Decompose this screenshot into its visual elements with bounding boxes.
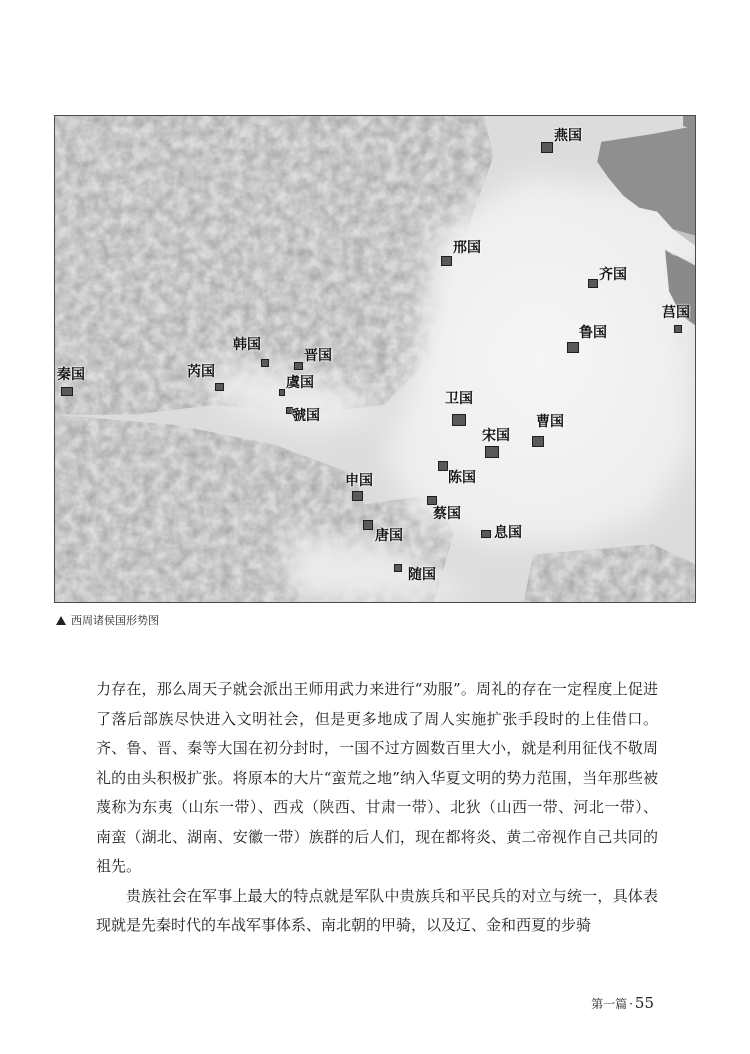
state-chen — [443, 466, 476, 486]
state-marker — [674, 325, 682, 333]
state-marker — [452, 414, 466, 426]
state-qin — [57, 367, 85, 392]
state-label: 芮国 — [187, 364, 215, 380]
state-marker — [279, 389, 285, 396]
state-marker — [438, 461, 448, 471]
state-label: 随国 — [408, 567, 436, 583]
state-marker — [294, 362, 303, 370]
state-marker — [61, 387, 73, 396]
state-marker — [485, 446, 499, 458]
state-sui — [398, 567, 436, 583]
state-label: 唐国 — [375, 528, 403, 544]
state-label: 鲁国 — [579, 325, 607, 341]
state-song — [482, 428, 510, 453]
state-marker — [567, 342, 579, 353]
paragraph: 贵族社会在军事上最大的特点就是军队中贵族兵和平民兵的对立与统一，具体表现就是先秦时代的车战军事体系、南北朝的甲骑，以及辽、金和西夏的步骑 — [96, 886, 658, 934]
body-text — [96, 675, 658, 941]
state-label: 虞国 — [286, 375, 314, 391]
state-label: 曹国 — [536, 414, 564, 430]
state-label: 燕国 — [554, 128, 582, 144]
state-marker — [363, 520, 373, 530]
state-marker — [261, 359, 269, 367]
state-cao — [536, 414, 564, 442]
triangle-icon — [56, 616, 66, 625]
state-yan — [547, 128, 582, 149]
state-cai — [432, 500, 461, 522]
state-lu — [573, 325, 607, 349]
section-label: 第一篇 — [591, 997, 628, 1011]
figure-caption-text: 西周诸侯国形势图 — [71, 614, 159, 627]
figure-caption — [56, 612, 159, 628]
state-shen — [345, 473, 373, 497]
state-wei — [445, 391, 473, 421]
state-marker — [441, 256, 452, 266]
state-marker — [394, 564, 402, 572]
map-figure — [54, 115, 696, 603]
paragraph: 力存在，那么周天子就会派出王师用武力来进行“劝服”。周礼的存在一定程度上促进了落后部族尽快进入文明社会，但是更多地成了周人实施扩张手段时的上佳借口。齐、鲁、晋、秦等大国在初分封时，一国不过方圆数百里大小，就是利用征伐不敬周礼的由头积极扩张。将原本的大片“蛮荒之地”纳入华夏文明的势力范围，当年那些被蔑称为东夷（山东一带）、西戎（陕西、甘肃一带）、北狄（山西一带、河北一带）、南蛮（湖北、湖南、安徽一带）族群的后人们，现在都将炎、黄二帝视作自己共同的祖先。 — [96, 680, 658, 875]
state-label: 卫国 — [445, 391, 473, 407]
page-footer — [591, 994, 654, 1012]
state-label: 蔡国 — [433, 506, 461, 522]
state-xing — [446, 240, 481, 262]
state-label: 陈国 — [448, 470, 476, 486]
state-label: 息国 — [494, 525, 522, 541]
state-qi — [593, 267, 627, 284]
state-yu — [282, 375, 314, 393]
state-rui — [187, 364, 220, 388]
state-marker — [541, 142, 553, 153]
state-marker — [481, 530, 491, 538]
state-han — [233, 337, 266, 364]
state-marker — [532, 436, 544, 447]
state-marker — [352, 491, 363, 501]
state-label: 秦国 — [57, 367, 85, 383]
state-jin — [298, 348, 332, 367]
state-label: 宋国 — [482, 428, 510, 444]
state-tang — [368, 525, 403, 544]
separator: · — [629, 997, 633, 1011]
state-ju — [662, 305, 690, 330]
state-label: 韩国 — [233, 337, 261, 353]
state-label: 申国 — [345, 473, 373, 489]
state-marker — [427, 496, 437, 505]
state-guo — [289, 408, 320, 424]
state-label: 晋国 — [304, 348, 332, 364]
page-number: 55 — [634, 994, 654, 1012]
state-label: 邢国 — [453, 240, 481, 256]
state-marker — [588, 279, 598, 288]
state-label: 虢国 — [292, 408, 320, 424]
state-label: 齐国 — [599, 267, 627, 283]
state-xi — [486, 525, 522, 541]
state-label: 莒国 — [662, 305, 690, 321]
state-marker — [215, 383, 224, 391]
